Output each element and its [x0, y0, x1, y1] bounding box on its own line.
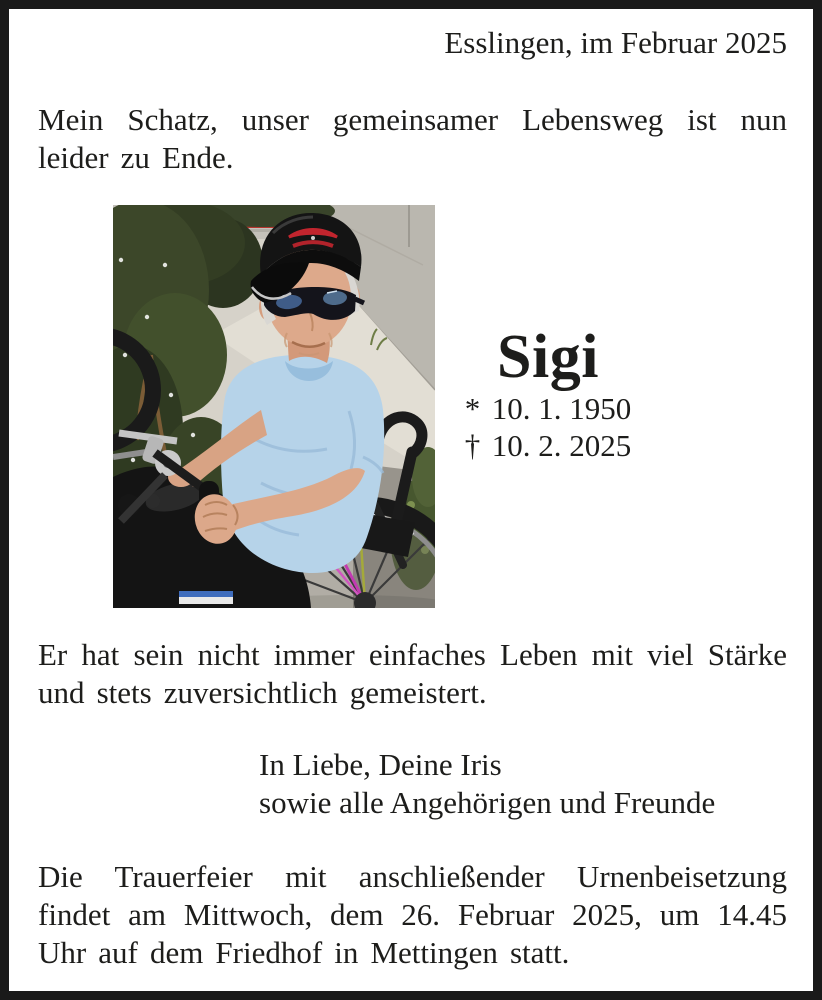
funeral-info-paragraph: Die Trauerfeier mit anschließender Urnenbeisetzung findet am Mittwoch, dem 26. Februar 2025, um 14.45 Uhr auf dem Friedhof in Mettingen statt.	[38, 859, 787, 970]
signature-block	[259, 746, 715, 822]
name-and-dates-block	[448, 323, 648, 464]
tribute-paragraph: Er hat sein nicht immer einfaches Leben mit viel Stärke und stets zuversichtlich gemeistert.	[38, 637, 787, 710]
signature-line-2: sowie alle Angehörigen und Freunde	[259, 785, 716, 820]
deceased-name: Sigi	[497, 323, 599, 391]
signature-line-1: In Liebe, Deine Iris	[259, 747, 502, 782]
birth-date: 10. 1. 1950	[491, 391, 632, 426]
dateline: Esslingen, im Februar 2025	[444, 25, 787, 60]
birth-date-row	[465, 390, 632, 427]
portrait-photo-illustration	[113, 205, 435, 608]
birth-star-symbol: *	[464, 391, 481, 426]
life-dates	[465, 390, 632, 464]
death-cross-symbol: †	[464, 428, 481, 463]
portrait-photo	[113, 205, 435, 608]
death-date-row	[465, 427, 632, 464]
tshirt	[221, 355, 384, 573]
death-date: 10. 2. 2025	[491, 428, 632, 463]
intro-paragraph: Mein Schatz, unser gemeinsamer Lebensweg ist nun leider zu Ende.	[38, 102, 787, 175]
